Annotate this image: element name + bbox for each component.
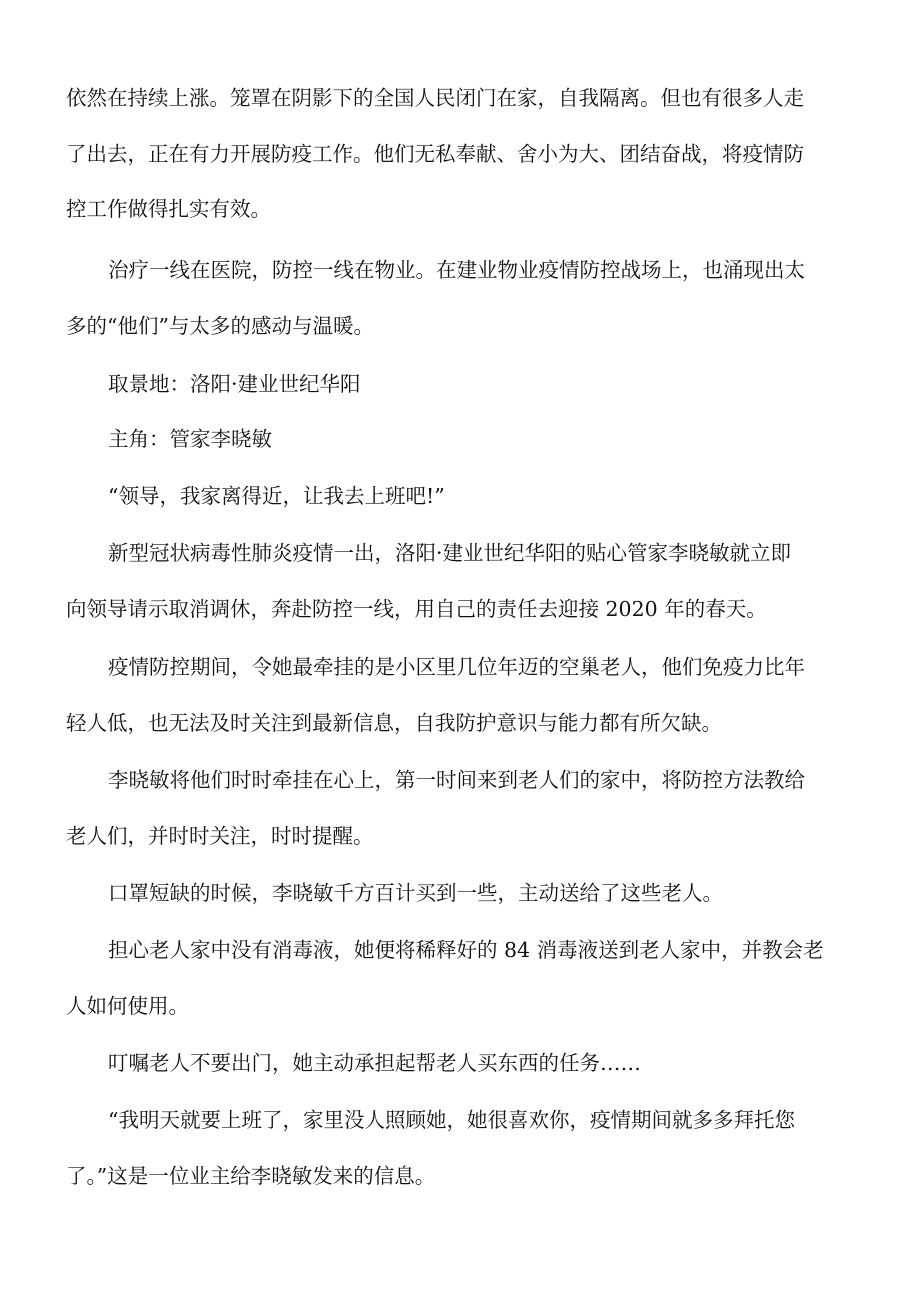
paragraph-line: 多的“他们”与太多的感动与温暖。 <box>66 314 374 338</box>
paragraph-line: “领导，我家离得近，让我去上班吧!” <box>108 484 445 508</box>
paragraph-line: 主角：管家李晓敏 <box>108 427 272 451</box>
paragraph-line: 李晓敏将他们时时牵挂在心上，第一时间来到老人们的家中，将防控方法教给 <box>108 768 805 792</box>
paragraph-line: 了出去，正在有力开展防疫工作。他们无私奉献、舍小为大、团结奋战，将疫情防 <box>66 142 804 166</box>
paragraph-line: 口罩短缺的时候，李晓敏千方百计买到一些，主动送给了这些老人。 <box>108 881 723 905</box>
paragraph-line: 治疗一线在医院，防控一线在物业。在建业物业疫情防控战场上，也涌现出太 <box>108 258 805 282</box>
paragraph-line: 控工作做得扎实有效。 <box>66 197 271 221</box>
paragraph-line: 取景地：洛阳·建业世纪华阳 <box>108 372 361 396</box>
paragraph-line: 疫情防控期间，令她最牵挂的是小区里几位年迈的空巢老人，他们免疫力比年 <box>108 655 805 679</box>
paragraph-line: 老人们，并时时关注，时时提醒。 <box>66 824 374 848</box>
paragraph-line: “我明天就要上班了，家里没人照顾她，她很喜欢你，疫情期间就多多拜托您 <box>108 1108 795 1132</box>
paragraph-line: 向领导请示取消调休，奔赴防控一线，用自己的责任去迎接 2020 年的春天。 <box>66 597 767 621</box>
paragraph-line: 依然在持续上涨。笼罩在阴影下的全国人民闭门在家，自我隔离。但也有很多人走 <box>66 86 804 110</box>
paragraph-line: 叮嘱老人不要出门，她主动承担起帮老人买东西的任务…… <box>108 1051 641 1075</box>
paragraph-line: 了。”这是一位业主给李晓敏发来的信息。 <box>66 1164 436 1188</box>
paragraph-line: 担心老人家中没有消毒液，她便将稀释好的 84 消毒液送到老人家中，并教会老 <box>108 938 824 962</box>
paragraph-line: 轻人低，也无法及时关注到最新信息，自我防护意识与能力都有所欠缺。 <box>66 711 722 735</box>
paragraph-line: 新型冠状病毒性肺炎疫情一出，洛阳·建业世纪华阳的贴心管家李晓敏就立即 <box>108 541 792 565</box>
paragraph-line: 人如何使用。 <box>66 994 189 1018</box>
